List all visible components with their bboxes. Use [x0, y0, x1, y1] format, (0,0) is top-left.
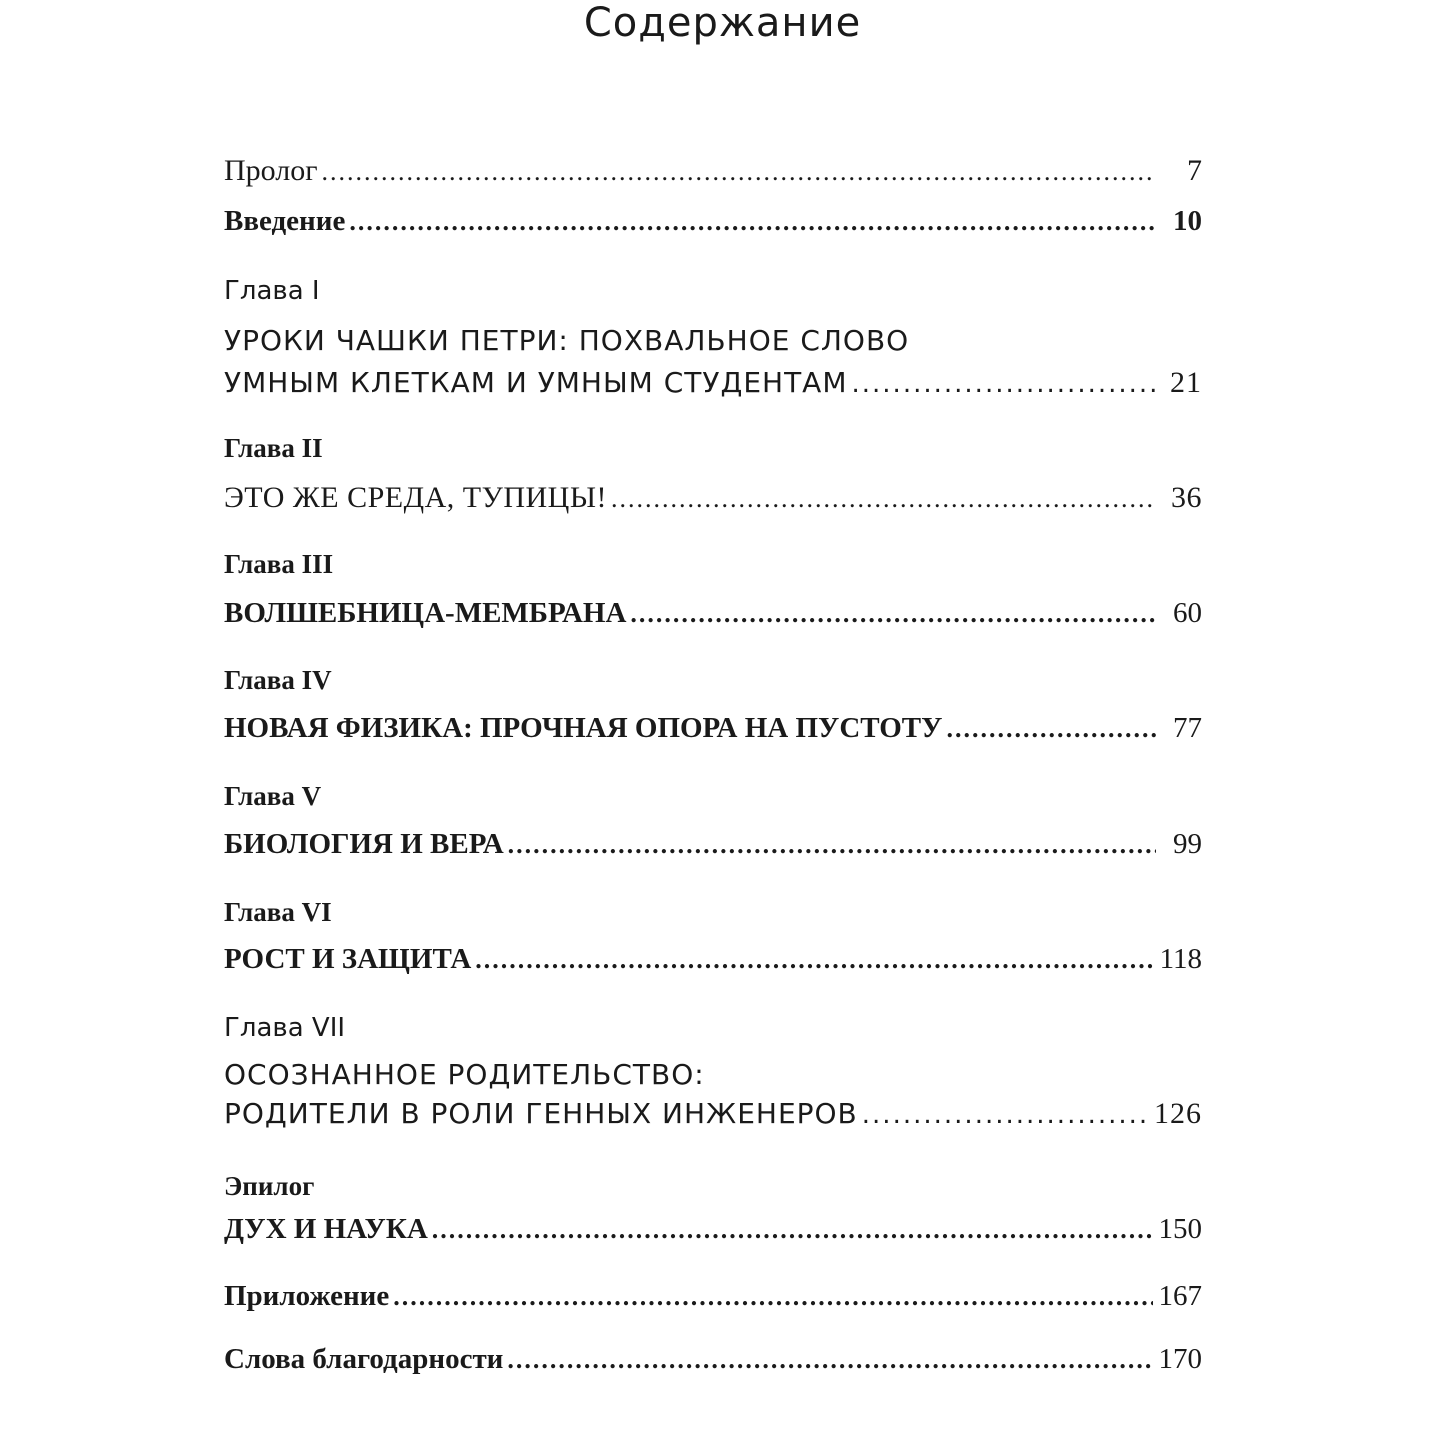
toc-entry-label: РОСТ И ЗАЩИТА [224, 943, 472, 975]
toc-entry-introduction [224, 205, 1202, 238]
toc-entry-label: Слова благодарности [224, 1343, 504, 1375]
chapter-label: Глава IV [224, 665, 332, 695]
chapter-label: Глава VI [224, 897, 332, 927]
dot-leader [322, 157, 1156, 187]
toc-page-number: 36 [1171, 481, 1202, 514]
toc-page-number: 170 [1158, 1343, 1202, 1375]
chapter-label: Глава II [224, 433, 323, 463]
toc-entry-label: РОДИТЕЛИ В РОЛИ ГЕННЫХ ИНЖЕНЕРОВ [224, 1097, 858, 1130]
chapter-label: Глава I [224, 276, 320, 306]
toc-entry-label: НОВАЯ ФИЗИКА: ПРОЧНАЯ ОПОРА НА ПУСТОТУ [224, 712, 943, 744]
toc-page-number: 60 [1173, 597, 1202, 629]
toc-entry-label: ЭТО ЖЕ СРЕДА, ТУПИЦЫ! [224, 481, 607, 514]
chapter-label: Глава V [224, 781, 322, 811]
dot-leader [611, 484, 1156, 514]
toc-entry-chapter-6 [224, 943, 1202, 976]
dot-leader [862, 1100, 1148, 1130]
toc-page-number: 77 [1173, 712, 1202, 744]
toc-entry-label: УМНЫМ КЛЕТКАМ И УМНЫМ СТУДЕНТАМ [224, 366, 848, 399]
chapter-label: Глава III [224, 549, 334, 579]
toc-entry-label: Введение [224, 205, 346, 237]
toc-entry-chapter-2 [224, 481, 1202, 515]
toc-page-number: 21 [1170, 366, 1202, 399]
toc-entry-chapter-7 [224, 1097, 1202, 1131]
toc-entry-acknowledgements [224, 1343, 1202, 1376]
toc-entry-label: ОСОЗНАННОЕ РОДИТЕЛЬСТВО: [224, 1058, 705, 1091]
dot-leader [508, 830, 1156, 860]
toc-entry-label: УРОКИ ЧАШКИ ПЕТРИ: ПОХВАЛЬНОЕ СЛОВО [224, 324, 910, 357]
toc-entry-label: БИОЛОГИЯ И ВЕРА [224, 828, 504, 860]
dot-leader [432, 1215, 1153, 1245]
dot-leader [349, 207, 1156, 237]
dot-leader [475, 945, 1153, 975]
toc-entry-label: ДУХ И НАУКА [224, 1213, 428, 1245]
chapter-label: Эпилог [224, 1171, 315, 1201]
dot-leader [630, 599, 1156, 629]
toc-entry-chapter-5 [224, 828, 1202, 861]
toc-page-number: 10 [1173, 205, 1202, 237]
toc-entry-label: Пролог [224, 154, 318, 187]
dot-leader [393, 1282, 1152, 1312]
dot-leader [852, 369, 1157, 399]
toc-page-number: 126 [1154, 1097, 1202, 1130]
toc-entry-label: Приложение [224, 1280, 390, 1312]
toc-entry-prologue [224, 154, 1202, 188]
toc-page-number: 99 [1173, 828, 1202, 860]
toc-entry-chapter-1 [224, 366, 1202, 400]
toc-entry-appendix [224, 1280, 1202, 1313]
toc-page-number: 150 [1158, 1213, 1202, 1245]
dot-leader [946, 714, 1156, 744]
toc-page-number: 118 [1159, 943, 1202, 975]
toc-entry-label: ВОЛШЕБНИЦА-МЕМБРАНА [224, 597, 627, 629]
toc-page-number: 7 [1187, 154, 1202, 187]
toc-entry-chapter-3 [224, 597, 1202, 630]
dot-leader [507, 1345, 1152, 1375]
toc-entry-chapter-4 [224, 712, 1202, 745]
toc-page-number: 167 [1158, 1280, 1202, 1312]
chapter-label: Глава VII [224, 1013, 346, 1043]
page-title: Содержание [583, 0, 862, 46]
toc-entry-epilogue [224, 1213, 1202, 1246]
